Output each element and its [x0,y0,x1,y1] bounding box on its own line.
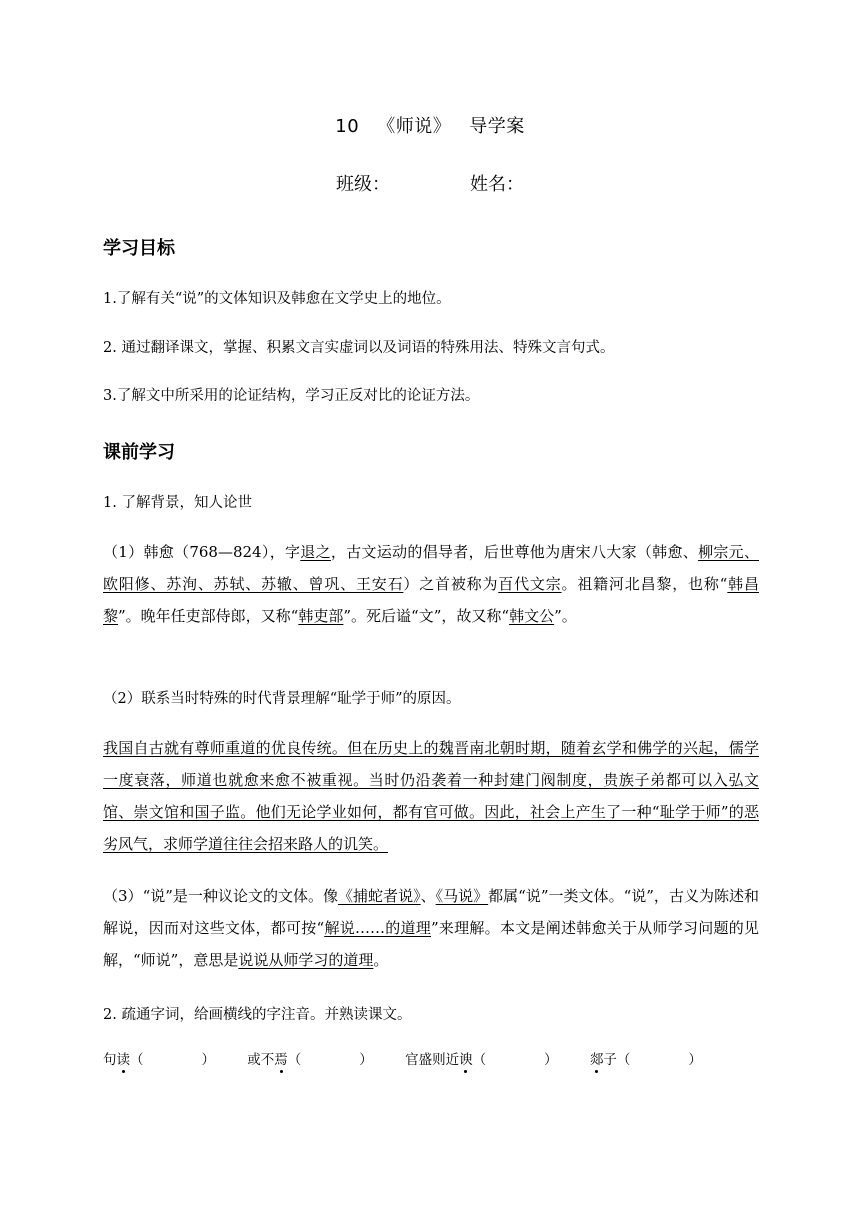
lesson-suffix: 导学案 [469,116,525,137]
underlined-term: 《捕蛇者说》 [338,887,421,905]
goal-3: 3.了解文中所采用的论证结构，学习正反对比的论证方法。 [103,388,480,404]
underlined-term: 韩吏部 [298,607,344,625]
lesson-number: 10 [335,116,360,137]
underlined-term: 百代文宗 [498,575,562,593]
pinyin-item: 官盛则近谀（ ） [405,1052,558,1068]
pinyin-item: 句读（ ） [103,1052,215,1068]
pinyin-exercise-row [103,1048,763,1068]
lesson-work: 《师说》 [377,116,452,137]
underlined-term: 解说……的道理 [324,919,431,937]
dotted-char: 谀 [459,1052,473,1068]
pinyin-item: 或不焉（ ） [247,1052,373,1068]
underlined-term: 退之 [300,543,331,561]
underlined-term: 韩文公 [509,607,555,625]
underlined-term: 韩昌黎 [103,575,759,625]
underlined-term: 《马说》 [435,887,489,905]
prestudy-heading: 课前学习 [103,442,175,463]
item-2: 2. 疏通字词，给画横线的字注音。并熟读课文。 [103,1007,412,1023]
pinyin-item: 郯子（ ） [589,1052,702,1068]
underlined-term: 说说从师学习的道理 [238,951,374,969]
document-title [0,112,860,138]
dotted-char: 读 [116,1052,130,1068]
background-paragraph-3: （3）“说”是一种议论文的文体。像《捕蛇者说》、《马说》都属“说”一类文体。“说”，古义为陈述和解说，因而对这些文体，都可按“解说……的道理”来理解。本文是阐述韩愈关于从师学习问题的见解，“师说”，意思是说说从师学习的道理。 [103,887,759,969]
answer-paragraph: 我国自古就有尊师重道的优良传统。但在历史上的魏晋南北朝时期，随着玄学和佛学的兴起，儒学一度衰落，师道也就愈来愈不被重视。当时仍沿袭着一种封建门阀制度，贵族子弟都可以入弘文馆、崇文馆和国子监。他们无论学业如何，都有官可做。因此，社会上产生了一种“耻学于师”的恶劣风气，求师学道往往会招来路人的讥笑。 [103,739,759,853]
background-paragraph-1: （1）韩愈（768—824），字退之，古文运动的倡导者，后世尊他为唐宋八大家（韩愈、柳宗元、欧阳修、苏洵、苏轼、苏辙、曾巩、王安石）之首被称为百代文宗。祖籍河北昌黎，也称“韩昌黎”。晚年任吏部侍郎，又称“韩吏部”。死后谥“文”，故又称“韩文公”。 [103,543,759,625]
dotted-char: 郯 [589,1052,604,1068]
name-label: 姓名： [470,174,524,195]
goal-1: 1.了解有关“说”的文体知识及韩愈在文学史上的地位。 [103,291,451,307]
item-1: 1. 了解背景，知人论世 [103,495,252,511]
dotted-char: 焉 [274,1052,288,1068]
underlined-term: 柳宗元、欧阳修、苏洵、苏轼、苏辙、曾巩、王安石 [103,543,759,593]
goal-2: 2. 通过翻译课文，掌握、积累文言实虚词以及词语的特殊用法、特殊文言句式。 [103,340,615,356]
goals-heading: 学习目标 [103,238,175,259]
question-2: （2）联系当时特殊的时代背景理解“耻学于师”的原因。 [103,691,461,707]
class-name-line [0,170,860,196]
class-label: 班级： [336,174,390,195]
